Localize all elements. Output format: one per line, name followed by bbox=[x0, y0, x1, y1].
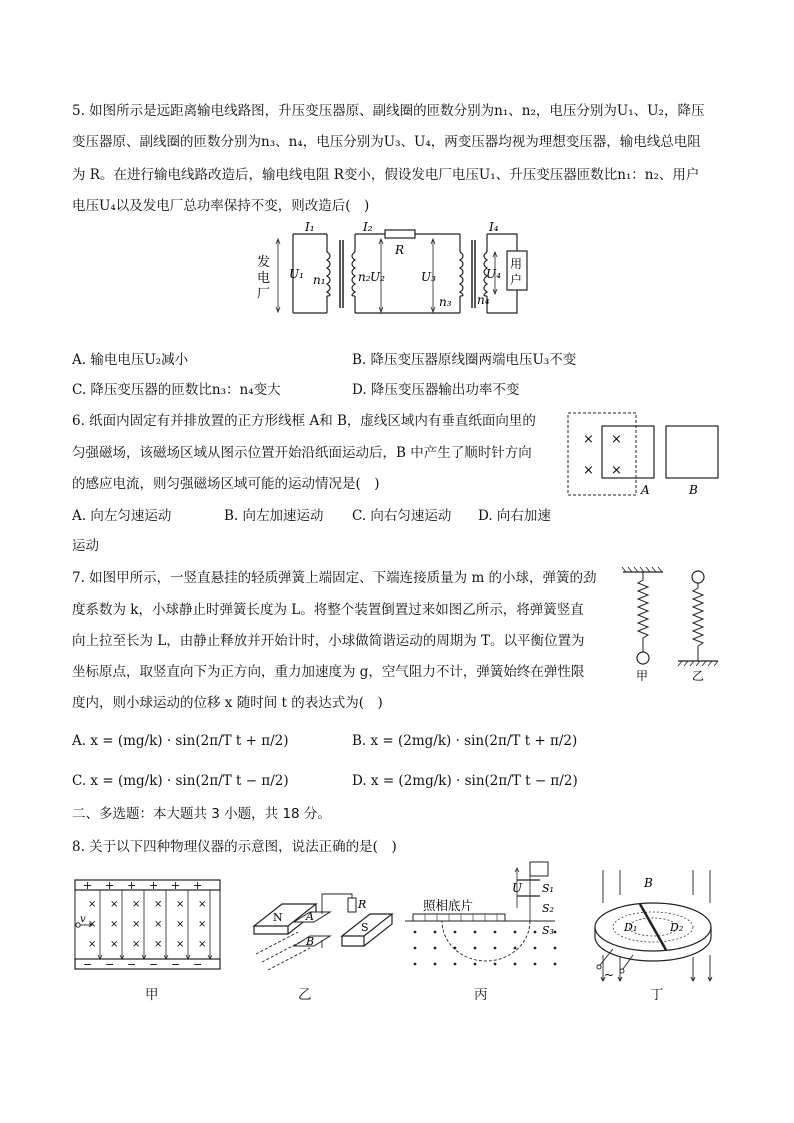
q6-cross: × bbox=[611, 432, 622, 447]
q5-line-2: 变压器原、副线圈的匝数分别为n₃、n₄，电压分别为U₃、U₄，两变压器均视为理想变压器，输电线总电阻 bbox=[72, 134, 701, 150]
cross: × bbox=[110, 919, 119, 930]
plus: + bbox=[127, 879, 137, 892]
q5-option-b: B. 降压变压器原线圈两端电压U₃不变 bbox=[352, 352, 577, 368]
q6-option-d-cont: 运动 bbox=[72, 538, 99, 554]
minus: − bbox=[127, 958, 137, 971]
q5-U2: U₂ bbox=[370, 270, 385, 284]
minus: − bbox=[105, 958, 115, 971]
q7-caption-yi: 乙 bbox=[692, 669, 705, 683]
q7-caption-jia: 甲 bbox=[636, 669, 649, 683]
q8-fig-jia bbox=[70, 875, 230, 975]
cross: × bbox=[110, 899, 119, 910]
cross: × bbox=[176, 899, 185, 910]
q8-yi-S: S bbox=[361, 921, 369, 934]
plus: + bbox=[83, 879, 93, 892]
cross: × bbox=[176, 939, 185, 950]
q5-n2: n₂ bbox=[358, 270, 371, 284]
q8-fig-bing bbox=[405, 858, 570, 976]
q5-line-1: 5. 如图所示是远距离输电线路图，升压变压器原、副线圈的匝数分别为n₁、n₂，电压分别为U₁、U₂，降压 bbox=[72, 103, 705, 119]
q8-ding-ac: ~ bbox=[604, 968, 615, 982]
q8-bing-field-dots bbox=[414, 931, 557, 966]
q8-jia-v: v bbox=[80, 914, 86, 925]
q5-I1: I₁ bbox=[305, 220, 315, 234]
q8-caption-bing: 丙 bbox=[474, 987, 488, 1003]
q5-user-2: 户 bbox=[510, 273, 523, 287]
plus: + bbox=[193, 879, 203, 892]
cross: × bbox=[154, 939, 163, 950]
q6-cross: × bbox=[583, 463, 594, 478]
q8-line-1: 8. 关于以下四种物理仪器的示意图，说法正确的是( ) bbox=[72, 839, 397, 855]
q5-line-4: 电压U₄以及发电厂总功率保持不变，则改造后( ) bbox=[72, 198, 370, 214]
q5-U1: U₁ bbox=[289, 267, 304, 281]
minus: − bbox=[83, 958, 93, 971]
q8-caption-jia: 甲 bbox=[145, 987, 159, 1003]
minus: − bbox=[171, 958, 181, 971]
cross: × bbox=[132, 919, 141, 930]
q5-option-a: A. 输电电压U₂减小 bbox=[72, 352, 189, 368]
cross: × bbox=[110, 939, 119, 950]
q8-bing-U: U bbox=[512, 881, 523, 895]
section-2-title: 二、多选题：本大题共 3 小题，共 18 分。 bbox=[72, 806, 331, 822]
q8-yi-R: R bbox=[358, 898, 367, 911]
cross: × bbox=[132, 939, 141, 950]
q8-caption-ding: 丁 bbox=[650, 987, 664, 1003]
q5-plant-3: 厂 bbox=[257, 287, 271, 302]
q7-line-4: 坐标原点，取竖直向下为正方向，重力加速度为 g，空气阻力不计，弹簧始终在弹性限 bbox=[72, 664, 585, 680]
q8-fig-ding bbox=[578, 865, 728, 983]
q6-line-1: 6. 纸面内固定有并排放置的正方形线框 A和 B，虚线区域内有垂直纸面向里的 bbox=[72, 413, 536, 429]
q6-cross: × bbox=[583, 432, 594, 447]
q6-cross: × bbox=[611, 463, 622, 478]
q5-U4: U₄ bbox=[486, 267, 501, 281]
q8-ding-D1: D₁ bbox=[624, 921, 638, 934]
q5-line-3: 为 R。在进行输电线路改造后，输电线电阻 R变小，假设发电厂电压U₁、升压变压器匝数比n₁：n₂、用户 bbox=[72, 167, 700, 183]
q5-U3: U₃ bbox=[421, 270, 436, 284]
cross: × bbox=[198, 939, 207, 950]
cross: × bbox=[198, 919, 207, 930]
q7-option-c: C. x = (mg/k) · sin(2π/T t − π/2) bbox=[72, 773, 289, 789]
q6-option-c: C. 向右匀速运动 bbox=[352, 508, 452, 524]
q8-fig-yi bbox=[246, 884, 396, 974]
q5-I4: I₄ bbox=[489, 220, 499, 234]
q8-ding-D2: D₂ bbox=[670, 921, 684, 934]
minus: − bbox=[193, 958, 203, 971]
q8-bing-S3: S₃ bbox=[542, 924, 554, 937]
q6-option-a: A. 向左匀速运动 bbox=[72, 508, 172, 524]
q8-yi-N: N bbox=[273, 911, 283, 924]
q8-yi-A: A bbox=[306, 910, 314, 923]
q7-line-2: 度系数为 k，小球静止时弹簧长度为 L。将整个装置倒置过来如图乙所示，将弹簧竖直 bbox=[72, 602, 584, 618]
q7-option-b: B. x = (2mg/k) · sin(2π/T t + π/2) bbox=[352, 733, 578, 749]
q6-magnetic-field-figure bbox=[565, 410, 725, 502]
q7-option-d: D. x = (2mg/k) · sin(2π/T t − π/2) bbox=[352, 773, 578, 789]
q6-option-d: D. 向右加速 bbox=[478, 508, 551, 524]
q8-bing-S1: S₁ bbox=[542, 882, 554, 895]
cross: × bbox=[176, 919, 185, 930]
q5-plant-2: 电 bbox=[257, 271, 271, 286]
cross: × bbox=[88, 939, 97, 950]
q5-transmission-figure bbox=[255, 218, 535, 323]
q6-line-2: 匀强磁场，该磁场区域从图示位置开始沿纸面运动后，B 中产生了顺时针方向 bbox=[72, 445, 532, 461]
q8-ding-B: B bbox=[644, 876, 653, 890]
q8-caption-yi: 乙 bbox=[298, 987, 312, 1003]
q7-line-3: 向上拉至长为 L，由静止释放并开始计时，小球做简谐运动的周期为 T。以平衡位置为 bbox=[72, 633, 585, 649]
minus: − bbox=[149, 958, 159, 971]
q5-I2: I₂ bbox=[363, 220, 373, 234]
q7-line-1: 7. 如图甲所示，一竖直悬挂的轻质弹簧上端固定、下端连接质量为 m 的小球，弹簧的劲 bbox=[72, 570, 597, 586]
cross: × bbox=[132, 899, 141, 910]
plus: + bbox=[171, 879, 181, 892]
plus: + bbox=[149, 879, 159, 892]
q6-line-3: 的感应电流，则匀强磁场区域可能的运动情况是( ) bbox=[72, 476, 380, 492]
cross: × bbox=[88, 919, 97, 930]
plus: + bbox=[105, 879, 115, 892]
q8-bing-film: 照相底片 bbox=[423, 898, 474, 913]
q5-n3: n₃ bbox=[439, 295, 452, 309]
cross: × bbox=[154, 899, 163, 910]
cross: × bbox=[88, 899, 97, 910]
q7-spring-figure bbox=[618, 566, 728, 684]
q7-option-a: A. x = (mg/k) · sin(2π/T t + π/2) bbox=[72, 733, 289, 749]
q6-label-a: A bbox=[641, 483, 650, 497]
q5-n1: n₁ bbox=[313, 273, 326, 287]
q5-R: R bbox=[395, 243, 405, 257]
q5-option-c: C. 降压变压器的匝数比n₃：n₄变大 bbox=[72, 382, 281, 398]
q6-label-b: B bbox=[689, 483, 698, 497]
cross: × bbox=[154, 919, 163, 930]
cross: × bbox=[198, 899, 207, 910]
q8-bing-S2: S₂ bbox=[542, 902, 554, 915]
q6-option-b: B. 向左加速运动 bbox=[224, 508, 324, 524]
q5-plant-1: 发 bbox=[257, 255, 271, 270]
q5-n4: n₄ bbox=[477, 293, 490, 307]
q8-yi-B: B bbox=[306, 935, 315, 948]
q5-option-d: D. 降压变压器输出功率不变 bbox=[352, 382, 520, 398]
q7-line-5: 度内，则小球运动的位移 x 随时间 t 的表达式为( ) bbox=[72, 695, 383, 711]
q5-user-1: 用 bbox=[510, 257, 523, 271]
